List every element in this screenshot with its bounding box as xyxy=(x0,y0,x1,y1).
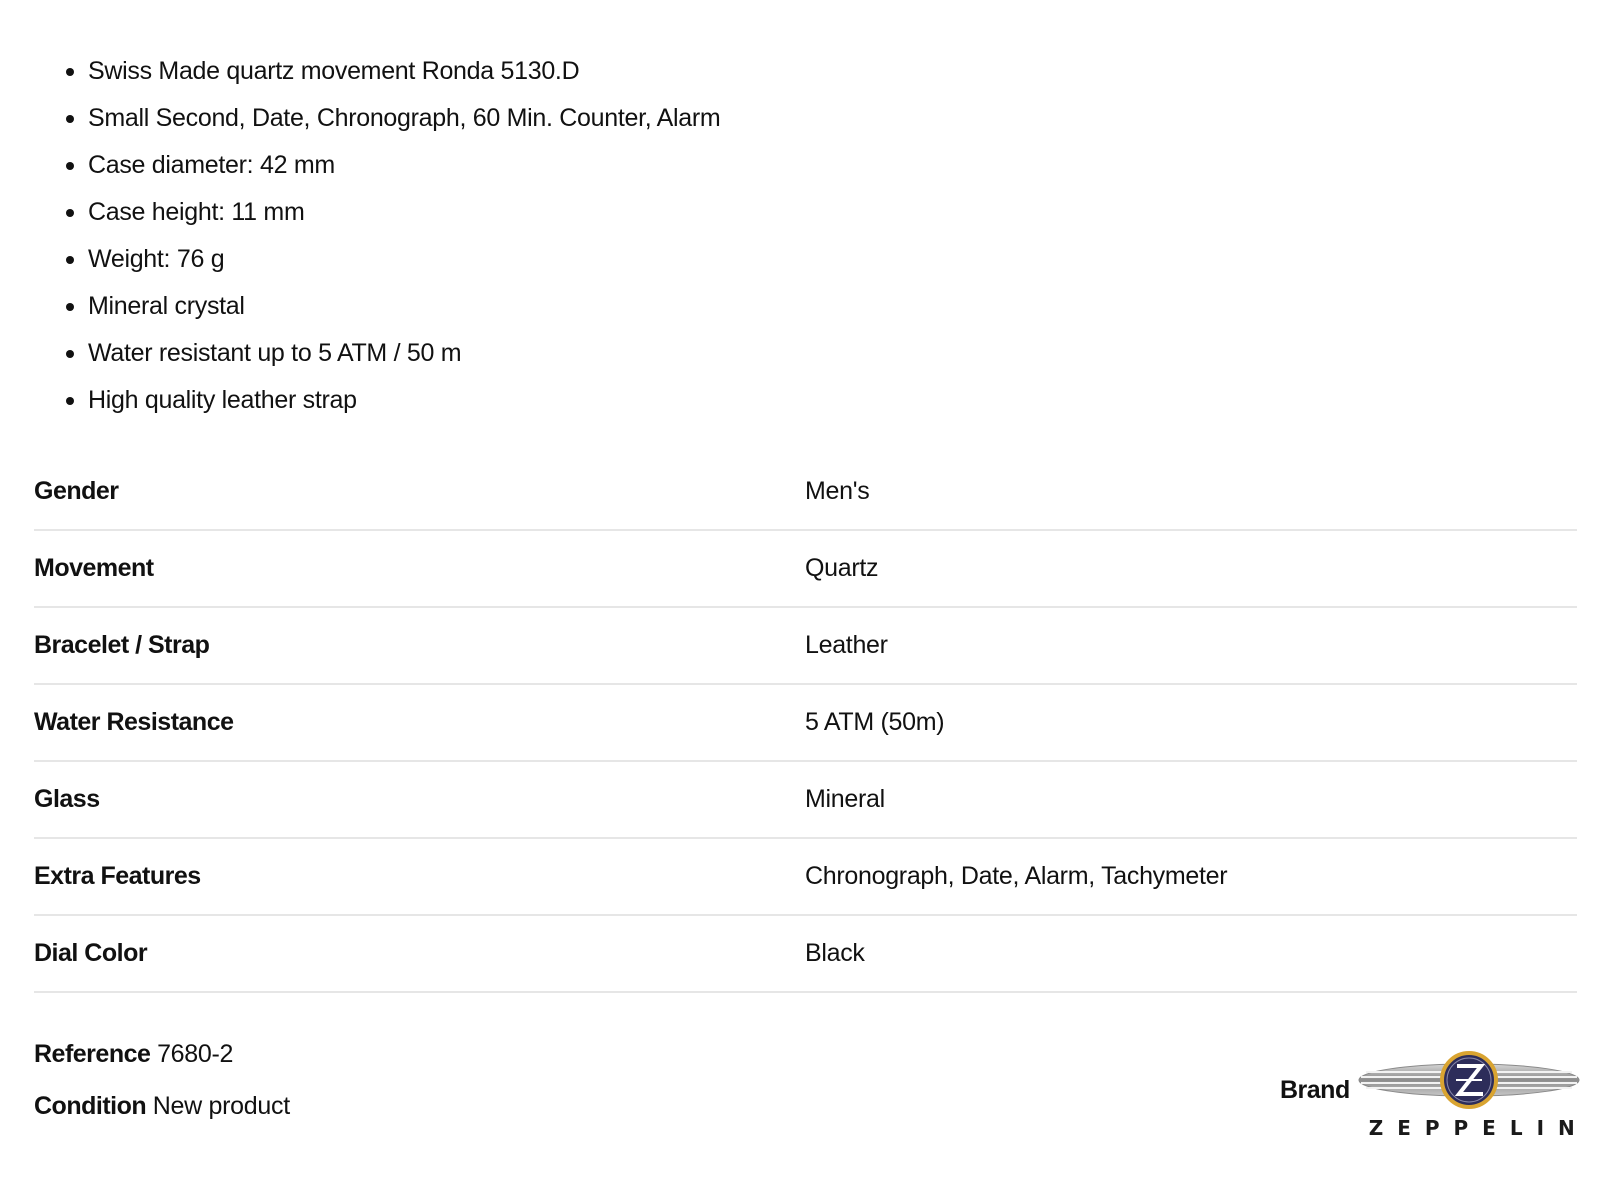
spec-value: Chronograph, Date, Alarm, Tachymeter xyxy=(805,838,1577,915)
feature-item xyxy=(88,189,720,236)
brand-logo-link[interactable] xyxy=(1358,1048,1589,1140)
spec-row-extra-features xyxy=(34,838,1577,915)
spec-label: Water Resistance xyxy=(34,684,805,761)
reference-label: Reference xyxy=(34,1040,151,1068)
spec-value: Black xyxy=(805,915,1577,992)
feature-text: Water resistant up to 5 ATM / 50 m xyxy=(88,339,462,367)
feature-text: Swiss Made quartz movement Ronda 5130.D xyxy=(88,57,580,85)
feature-text: Small Second, Date, Chronograph, 60 Min. Counter, Alarm xyxy=(88,104,721,132)
feature-text: Case diameter: 42 mm xyxy=(88,151,335,179)
spec-row-movement xyxy=(34,530,1577,607)
bullet-icon xyxy=(66,115,74,123)
bullet-icon xyxy=(66,350,74,358)
feature-text: Case height: 11 mm xyxy=(88,198,305,226)
feature-item xyxy=(88,330,720,377)
condition-value: New product xyxy=(152,1092,290,1120)
feature-text: Mineral crystal xyxy=(88,292,245,320)
spec-row-strap xyxy=(34,607,1577,684)
reference-value: 7680-2 xyxy=(157,1040,234,1068)
spec-label: Movement xyxy=(34,530,805,607)
feature-item xyxy=(88,142,720,189)
features-list xyxy=(34,48,720,424)
spec-row-glass xyxy=(34,761,1577,838)
zeppelin-logo-icon xyxy=(1358,1048,1580,1112)
feature-item xyxy=(88,236,720,283)
bullet-icon xyxy=(66,162,74,170)
feature-item xyxy=(88,283,720,330)
product-meta xyxy=(34,1028,290,1132)
spec-value: Leather xyxy=(805,607,1577,684)
bullet-icon xyxy=(66,256,74,264)
spec-value: Mineral xyxy=(805,761,1577,838)
bullet-icon xyxy=(66,68,74,76)
spec-value: Quartz xyxy=(805,530,1577,607)
brand-block xyxy=(1280,1048,1589,1140)
brand-label: Brand xyxy=(1280,1076,1350,1104)
spec-value: 5 ATM (50m) xyxy=(805,684,1577,761)
feature-item xyxy=(88,48,720,95)
bullet-icon xyxy=(66,303,74,311)
spec-row-dial-color xyxy=(34,915,1577,992)
condition-label: Condition xyxy=(34,1092,147,1120)
spec-row-gender xyxy=(34,453,1577,530)
bullet-icon xyxy=(66,397,74,405)
spec-label: Glass xyxy=(34,761,805,838)
feature-item xyxy=(88,95,720,142)
spec-label: Dial Color xyxy=(34,915,805,992)
feature-text: Weight: 76 g xyxy=(88,245,225,273)
spec-row-water-resistance xyxy=(34,684,1577,761)
spec-label: Bracelet / Strap xyxy=(34,607,805,684)
feature-item xyxy=(88,377,720,424)
logo-wordmark: ZEPPELIN xyxy=(1368,1116,1589,1140)
specs-table xyxy=(34,453,1577,993)
spec-label: Extra Features xyxy=(34,838,805,915)
condition-line xyxy=(34,1080,290,1132)
reference-line xyxy=(34,1028,290,1080)
bullet-icon xyxy=(66,209,74,217)
spec-value: Men's xyxy=(805,453,1577,530)
spec-label: Gender xyxy=(34,453,805,530)
feature-text: High quality leather strap xyxy=(88,386,357,414)
